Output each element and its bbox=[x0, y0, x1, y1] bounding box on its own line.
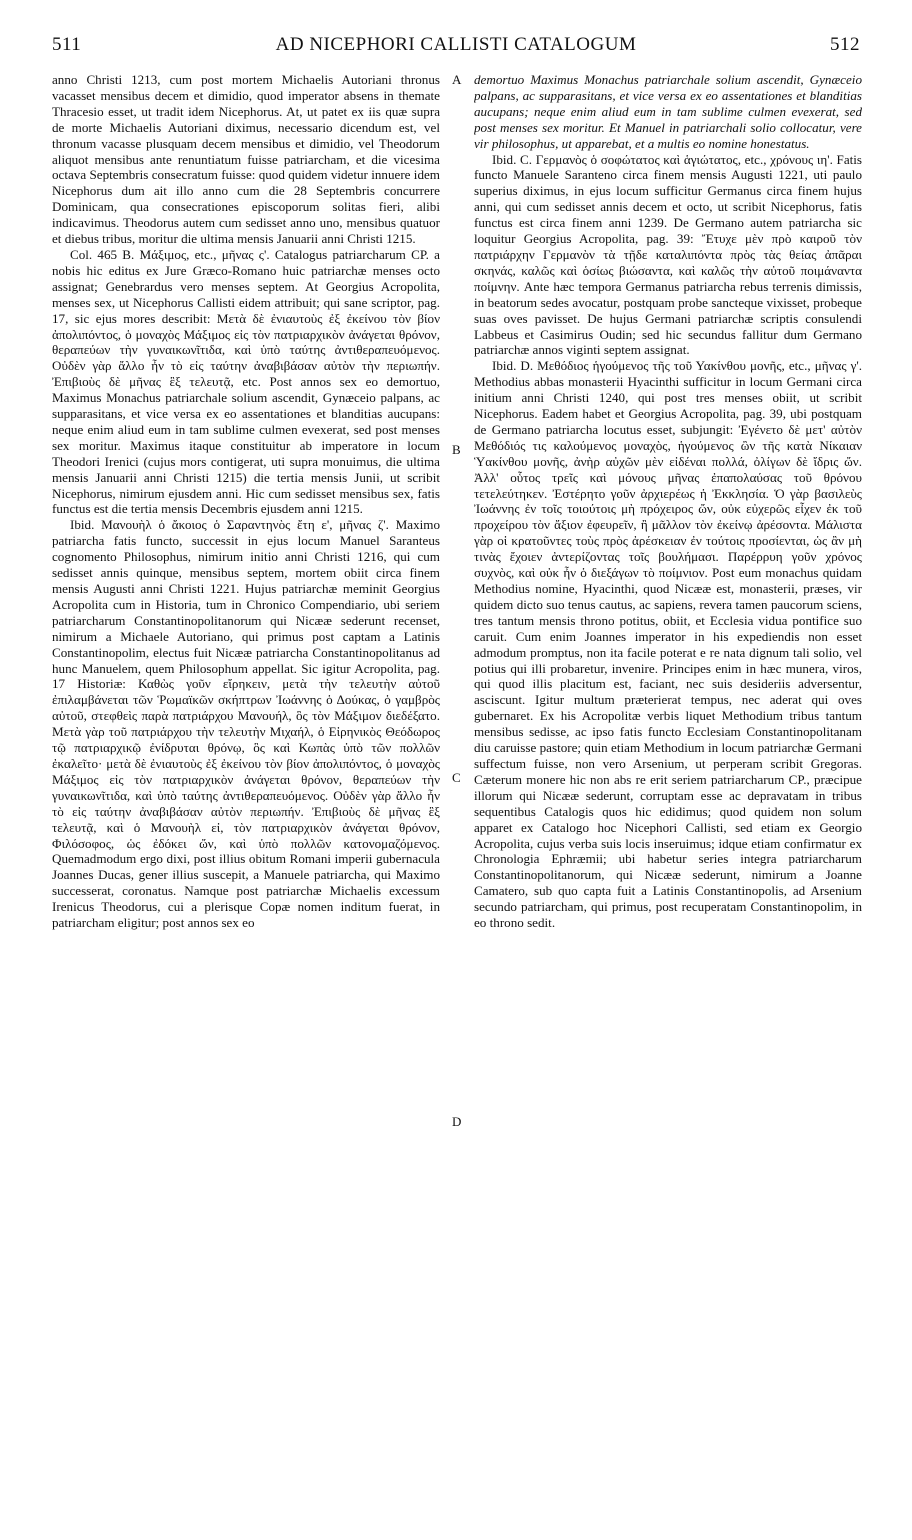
page-number-left: 511 bbox=[52, 34, 82, 55]
paragraph-germanus: Ibid. C. Γερμανὸς ὁ σοφώτατος καὶ ἁγιώτατος, etc., χρόνους ιη'. Fatis functo Manuele Saranteno circa finem mensis Augusti 1221, uti paulo superius diximus, in ejus locum sufficitur Germanus circa finem hujus anni, qui cum sedisset annis decem et octo, ut scribit Nicephorus, fatis functus est circa finem anni 1239. De Germano autem patriarcha sic loquitur Georgius Acropolita, pag. 39: Ἔτυχε μὲν πρὸ καιροῦ τὸν πατριάρχην Γερμανὸν τὰ τῇδε καταλιπόντα πρὸς τὰς θείας ἀπᾶραι σκηνάς, καλῶς καὶ ὁσίως βιώσαντα, καὶ καλῶς τὴν αὐτοῦ ποιμάναντα ποίμνην. Ante hæc tempora Germanus patriarcha rebus terrenis dimissis, in beatorum sedes avocatur, postquam probe sancteque vixisset, probeque suas oves pavisset. De hujus Germani patriarchæ scriptis consulendi Labbeus et Casimirus Oudin; sed hic secundus fallitur dum Germano patriarchæ annos viginti septem assignat. bbox=[474, 151, 862, 358]
paragraph-demortuo: demortuo Maximus Monachus patriarchale solium ascendit, Gynæceio palpans, ac supparasitans, et vice versa ex eo assentationes et blanditias aucupans; neque enim aliud eum in tam sublime culmen evexerat, sed post menses sex moritur. Et Manuel in patriarchali solio collocatur, vere vir philosophus, ut apparebat, et a multis eo nomine honestatus. bbox=[474, 72, 862, 151]
margin-letter-c: C bbox=[452, 770, 461, 785]
margin-letter-d: D bbox=[452, 1114, 462, 1129]
page-number-right: 512 bbox=[830, 34, 860, 55]
paragraph-maximus: Col. 465 B. Μάξιμος, etc., μῆνας ς'. Catalogus patriarcharum CP. a nobis hic editus ex Jure Græco-Romano huic patriarchæ menses octo assignat; Genebrardus vero menses septem. At Georgius Acropolita, menses sex, ut Nicephorus Callisti eidem attribuit; qui sane scriptor, pag. 17, sic ejus mores describit: Μετὰ δὲ ἐνιαυτοὺς ἐξ ἐκείνου τὸν βίον ἀπολιπόντος, ὁ μοναχὸς Μάξιμος εἰς τὸν πατριαρχικὸν ἀνάγεται θρόνον, θεραπεύων τὴν γυναικωνῖτιδα, καὶ ὑπὸ ταύτης ἀντιθεραπευόμενος. Οὐδὲν γὰρ ἄλλο ἦν τὸ εἰς ταύτην ἀναβιβάσαν αὐτὸν τὴν περιωπήν. Ἐπιβιοὺς δὲ μῆνας ἓξ τελευτᾷ, etc. Post annos sex eo demortuo, Maximus Monachus patriarchale solium ascendit, Gynæceio palpans, ac supparasitans, et vice versa ex eo assentationes et blanditias aucupans: neque enim aliud eum in tam sublime culmen evexerat, sed post menses sex moritur. Maximus itaque constituitur ab imperatore in locum Theodori Irenici (cujus mors contigerat, uti supra monuimus, die ultima mensis Januarii anni Christi 1215) die tertia mensis Junii, ut scribit Nicephorus, nimirum ejusdem anni. Hic cum sedisset mensibus sex, fatis functus est die tertia mensis Decembris ejusdem anni 1215. bbox=[52, 246, 440, 517]
right-column bbox=[474, 72, 862, 1512]
margin-letter-a: A bbox=[452, 72, 462, 87]
paragraph-theodorus: anno Christi 1213, cum post mortem Michaelis Autoriani thronus vacasset mensibus decem et dimidio, quod imperator absens in themate Thracesio esset, ut tradit idem Nicephorus. At, ut patet ex iis quæ supra de morte Michaelis Autoriani diximus, necessario dicendum est, vel thronum vacasse plusquam decem mensibus et dimidio, vel Theodorum aliquot mensibus ante renuntiatum fuisse patriarcham, et die vicesima octava Septembris consecratum fuisse: quod quidem videtur innuere idem Nicephorus dum ait illo anno cum die 28 Septembris concurrere Dominicam, qua consecrationes episcoporum solitas fieri, alibi indicavimus. Theodorus autem cum sedisset anno uno, mensibus quatuor et diebus tribus, moritur die ultima mensis Januarii anni Christi 1215. bbox=[52, 72, 440, 247]
paragraph-methodius: Ibid. D. Μεθόδιος ἡγούμενος τῆς τοῦ Υακίνθου μονῆς, etc., μῆνας γ'. Methodius abbas monasterii Hyacinthi sufficitur in locum Germani circa initium anni Christi 1240, qui post tres menses obiit, ut scribit Nicephorus. Eadem habet et Georgius Acropolita, pag. 39, ubi postquam de Germano patriarcha locutus esset, subjungit: Ἐγένετο δὲ μετ' αὐτὸν Μεθόδιός τις καλούμενος μοναχὸς, ἡγούμενος ὢν τῆς κατὰ Νίκαιαν Ὑακίνθου μονῆς, ἀνὴρ αὐχῶν μὲν εἰδέναι πολλά, ὀλίγων δὲ ἴδρις ὤν. Ἀλλ' οὗτος τρεῖς καὶ μόνους μῆνας ἐπαπολαύσας τοῦ θρόνου τετελεύτηκεν. Ἐστέρητο γοῦν ἀρχιερέως ἡ Ἐκκλησία. Ὁ γὰρ βασιλεὺς Ἰωάννης ἐν τοῖς τοιούτοις μὴ πρόχειρος ὤν, οὐκ εὐχερῶς εἶχεν ἐκ τοῦ προχείρου τὸν ἄξιον ἐφευρεῖν, ἢ μᾶλλον τὸν ἐκείνῳ ἀρέσοντα. Μάλιστα γὰρ οἱ κρατοῦντες τοὺς πρὸς ἀρέσκειαν ἐν τούτοις προσίενται, ὡς ἂν μὴ τινὰς ἔχοιεν ἀντερίζοντας τοῖς βουλήμασι. Παρέρρυη γοῦν χρόνος συχνὸς, καὶ οὐκ ἦν ὁ διεξάγων τὸ ποίμνιον. Post eum monachus quidam Methodius nomine, Hyacinthi, quod Nicææ est, monasterii, præses, vir quidem dicto suo tenus cautus, ac sapiens, revera tamen paucorum sciens, tres tantum mensis throno potitus, obiit, et Ecclesia vidua pontifice suo caruit. Cum enim Joannes imperator in his expediendis non esset admodum promptus, non ita facile poterat e re nata dignum tali solio, vel potius qui illi probaretur, invenire. Principes enim in hæc munera, viros, qui quod illis placitum est, faciant, nec suis desideriis adversentur, asciscunt. Igitur multum præterierat tempus, nec aderat qui oves gubernaret. Ex his Acropolitæ verbis liquet Methodium tribus tantum mensibus sedisse, ac ipso fatis functo Ecclesiam Constantinopolitanam diu caruisse pastore; quin etiam Methodium in locum patriarchæ Germani suffectum fuisse, non vero Arsenium, ut perperam scribit Gregoras. Cæterum monere hic non abs re erit seriem patriarcharum CP., præcipue illorum qui Nicææ sederunt, corruptam esse ac depravatam in tribus sequentibus Catalogis quos hic edidimus; quod quidem non solum apparet ex Catalogo hoc Nicephori Callisti, sed etiam ex Georgio Acropolita, cujus verba suis locis inseruimus; idque etiam confirmatur ex Chronologia Ephræmii; ubi habetur series integra patriarcharum Constantinopolitanorum, qui Nicææ sederunt, nimirum a Joanne Camatero, sub quo capta fuit a Latinis Constantinopolis, ad Arsenium secundo patriarcham, qui primus, post recuperatam Constantinopolim, in eo throno sedit. bbox=[474, 358, 862, 931]
running-header bbox=[52, 28, 860, 58]
paragraph-manuel: Ibid. Μανουὴλ ὁ ἄκοιος ὁ Σαραντηνὸς ἔτη ε', μῆνας ζ'. Maximo patriarcha fatis functo, successit in ejus locum Manuel Saranteus cognomento Philosophus, nimirum initio anni Christi 1216, qui cum sedisset annis quinque, mensibus septem, mortem obiit circa finem mensis Augusti anni Christi 1221. Hujus patriarchæ meminit Georgius Acropolita cum in Historia, tum in Chronico Compendiario, ubi seriem patriarcharum Constantinopolitanorum qui Nicææ sederunt recenset, nimirum a Michaele Autoriano, qui primus post captam a Latinis Constantinopolim, electus fuit Nicææ patriarcha Constantinopolitanus ad hunc Manuelem, quem Philosophum appellat. Sic igitur Acropolita, pag. 17 Historiæ: Καθὼς γοῦν εἴρηκειν, μετὰ τὴν τελευτὴν αὐτοῦ ἐπιλαμβάνεται τῶν Ῥωμαϊκῶν σκήπτρων Ἰωάννης ὁ Δούκας, ὁ γαμβρὸς αὐτοῦ, στεφθεὶς παρὰ πατριάρχου Μανουήλ, ὃς τὸν Μάξιμον διεδέξατο. Μετὰ γὰρ τοῦ πατριάρχου τὴν τελευτὴν Μιχαήλ, ὁ Εἰρηνικὸς Θεόδωρος τῷ πατριαρχικῷ ἐνίδρυται θρόνῳ, ὃς καὶ Κωπὰς ὑπὸ τῶν πολλῶν ἐκαλεῖτο· μετὰ δὲ ἐνιαυτοὺς ἐξ ἐκείνου τὸν βίον ἀπολιπόντος, ὁ μοναχὸς Μάξιμος εἰς τὸν πατριαρχικὸν ἀνάγεται θρόνον, θεραπεύων τὴν γυναικωνῖτιδα, καὶ ὑπὸ ταύτης ἀντιθεραπευόμενος. Οὐδὲν γὰρ ἄλλο ἦν τὸ εἰς ταύτην ἀναβιβάσαν αὐτὸν περιωπήν. Ἐπιβιοὺς δὲ μῆνας ἓξ τελευτᾷ, καὶ ὁ Μανουὴλ εἰ, τὸν πατριαρχικὸν ἀνάγεται θρόνον, Φιλόσοφος, ὡς ἐδόκει ὤν, καὶ ὑπὸ πολλῶν κατονομαζόμενος. Quemadmodum ergo dixi, post illius obitum Romani imperii gubernacula Joannes Ducas, gener illius suscepit, a Manuele patriarcha, qui Maximo successerat, coronatus. Namque post patriarchæ Michaelis excessum Irenicus Theodorus, cui a plerisque Copæ nomen inditum fuerat, in patriarcham eligitur; post annos sex eo bbox=[52, 517, 440, 931]
running-title: AD NICEPHORI CALLISTI CATALOGUM bbox=[275, 34, 637, 55]
left-column bbox=[52, 72, 440, 1512]
margin-letter-b: B bbox=[452, 442, 461, 457]
